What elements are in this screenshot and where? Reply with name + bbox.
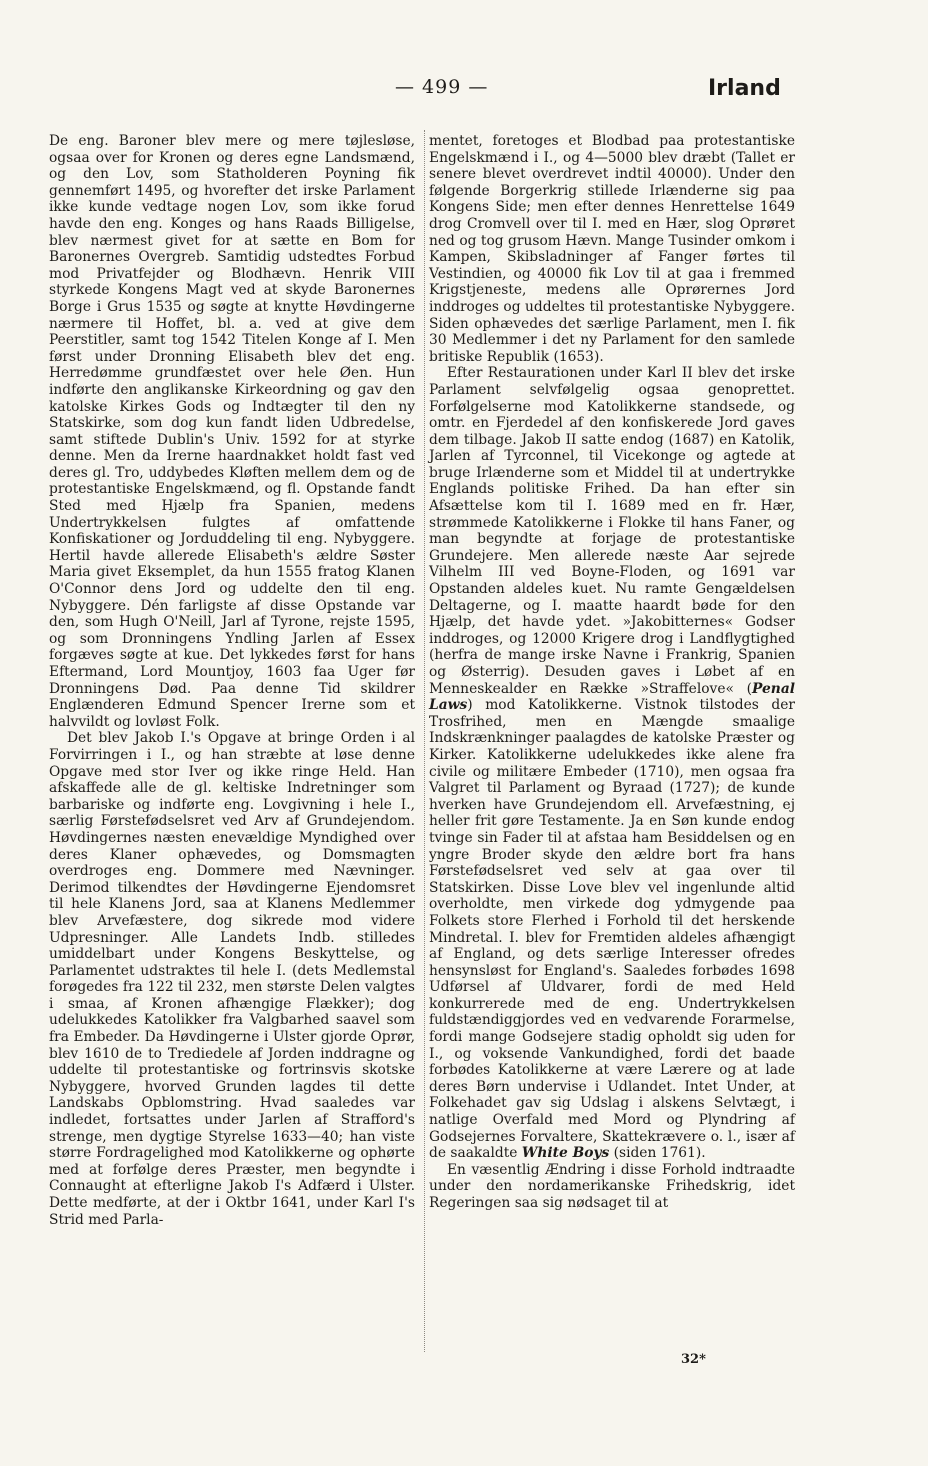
section-title: Irland: [708, 76, 781, 101]
printer-signature: 32*: [681, 1352, 706, 1367]
paragraph: En væsentlig Ændring i disse Forhold indtraadte under den nordamerikanske Frihedskrig, idet Regeringen saa sig nødsaget til at: [429, 1161, 795, 1211]
text-run: Efter Restaurationen under Karl II blev det irske Parlament selvfølgelig ogsaa genoprettet. Forfølgelserne mod Katolikkerne standsede, og omtr. en Fjerdedel af den konfiskerede Jord gaves dem tilbage. Jakob II satte endog (1687) en Katolik, Jarlen af Tyrconnel, til Vicekonge og agtede at bruge Irlænderne som et Middel til at undertrykke Englands politiske Frihed. Da han efter sin Afsættelse kom til I. 1689 med en fr. Hær, strømmede Katolikkerne i Flokke til hans Faner, og man begyndte at forjage de protestantiske Grundejere. Men allerede næste Aar sejrede Vilhelm III ved Boyne-Floden, og 1691 var Opstanden aldeles kuet. Nu ramte Gengældelsen Deltagerne, og I. maatte haardt bøde for den Hjælp, det havde ydet. »Jakobitternes« Godser inddroges, og 12000 Krigere drog i Landflygtighed (herfra de mange irske Navne i Frankrig, Spanien og Østerrig). Desuden gaves i Løbet af en Menneskealder en Række »Straffelove« (: [429, 365, 795, 697]
paragraph: De eng. Baroner blev mere og mere tøjlesløse, ogsaa over for Kronen og deres egne Landsmænd, og den Lov, som Statholderen Poyning fik gennemført 1495, og hvorefter det irske Parlament ikke kunde vedtage nogen Lov, som ikke forud havde den eng. Konges og hans Raads Billigelse, blev nærmest givet for at sætte en Bom for Baronernes Overgreb. Samtidig udstedtes Forbud mod Privatfejder og Blodhævn. Henrik VIII styrkede Kongens Magt ved at skyde Baronernes Borge i Grus 1535 og søgte at knytte Høvdingerne nærmere til Hoffet, bl. a. ved at give dem Peerstitler, samt tog 1542 Titelen Konge af I. Men først under Dronning Elisabeth blev det eng. Herredømme grundfæstet over hele Øen. Hun indførte den anglikanske Kirkeordning og gav den katolske Kirkes Gods og Indtægter til den ny Statskirke, som dog kun fandt liden Udbredelse, samt stiftede Dublin's Univ. 1592 for at styrke denne. Men da Irerne haardnakket holdt fast ved deres gl. Tro, uddybedes Kløften mellem dem og de protestantiske Engelskmænd, og fl. Opstande fandt Sted med Hjælp fra Spanien, medens Undertrykkelsen fulgtes af omfattende Konfiskationer og Jorduddeling til eng. Nybyggere. Hertil havde allerede Elisabeth's ældre Søster Maria givet Eksemplet, da hun 1555 fratog Klanen O'Connor dens Jord og uddelte den til eng. Nybyggere. Dén farligste af disse Opstande var den, som Hugh O'Neill, Jarl af Tyrone, rejste 1595, og som Dronningens Yndling Jarlen af Essex forgæves søgte at kue. Det lykkedes først for hans Eftermand, Lord Mountjoy, 1603 faa Uger før Dronningens Død. Paa denne Tid skildrer Englænderen Edmund Spencer Irerne som et halvvildt og lovløst Folk.: [49, 133, 415, 730]
right-column: [429, 133, 795, 1212]
text-run: ) mod Katolikkerne. Vistnok tilstodes der Trosfrihed, men en Mængde smaalige Indskrænkninger paalagdes de katolske Præster og Kirker. Katolikkerne udelukkedes ikke alene fra civile og militære Embeder (1710), men ogsaa fra Valgret til Parlament og Byraad (1727); de kunde hverken have Grundejendom ell. Arvefæstning, ej heller frit gøre Testamente. Ja en Søn kunde endog tvinge sin Fader til at afstaa ham Besiddelsen og en yngre Broder skyde den ældre bort fra hans Førstefødselsret ved selv at gaa over til Statskirken. Disse Love blev vel ingenlunde altid overholdte, men virkede dog ydmygende paa Folkets store Flerhed i Forhold til det herskende Mindretal. I. blev for Fremtiden aldeles afhængigt af England, og dets særlige Interesser ofredes hensynsløst for England's. Saaledes forbødes 1698 Udførsel af Uldvarer, fordi de med Held konkurrerede med de eng. Undertrykkelsen fuldstændiggjordes ved en vedvarende Forarmelse, fordi mange Godsejere stadig opholdt sig uden for I., og voksende Vankundighed, fordi det baade forbødes Katolikkerne at være Lærere og at lade deres Børn undervise i Udlandet. Intet Under, at Folkehadet gav sig Udslag i alskens Selvtægt, i natlige Overfald med Mord og Plyndring af Godsejernes Forvaltere, Skattekrævere o. l., især af de saakaldte: [429, 697, 795, 1162]
paragraph: [429, 365, 795, 1162]
left-column: [49, 133, 415, 1228]
column-divider: [424, 130, 426, 1352]
paragraph: mentet, foretoges et Blodbad paa protestantiske Engelskmænd i I., og 4—5000 blev dræbt (Tallet er senere blevet overdrevet indtil 40000). Under den følgende Borgerkrig stillede Irlænderne sig paa Kongens Side; men efter dennes Henrettelse 1649 drog Cromvell over til I. med en Hær, slog Oprøret ned og tog grusom Hævn. Mange Tusinder omkom i Kampen, Skibsladninger af Fanger førtes til Vestindien, og 40000 fik Lov til at gaa i fremmed Krigstjeneste, medens alle Oprørernes Jord inddroges og uddeltes til protestantiske Nybyggere. Siden ophævedes det særlige Parlament, men I. fik 30 Medlemmer i det ny Parlament for den samlede britiske Republik (1653).: [429, 133, 795, 365]
italic-term: White Boys: [521, 1145, 610, 1162]
page-header: [40, 74, 778, 104]
italic-term: Penal Laws: [429, 680, 795, 714]
page-number: — 499 —: [395, 76, 489, 98]
paragraph: Det blev Jakob I.'s Opgave at bringe Orden i al Forvirringen i I., og han stræbte at løse denne Opgave med stor Iver og ikke ringe Held. Han afskaffede alle de gl. keltiske Indretninger som barbariske og indførte eng. Lovgivning i hele I., særlig Førstefødselsret ved Arv af Grundejendom. Høvdingernes næsten enevældige Myndighed over deres Klaner ophævedes, og Domsmagten overdroges eng. Dommere med Nævninger. Derimod tilkendtes der Høvdingerne Ejendomsret til hele Klanens Jord, saa at Klanens Medlemmer blev Arvefæstere, dog sikrede mod videre Udpresninger. Alle Landets Indb. stilledes umiddelbart under Kongens Beskyttelse, og Parlamentet udstraktes til hele I. (dets Medlemstal forøgedes fra 122 til 232, men største Delen valgtes i smaa, af Kronen afhængige Flækker); dog udelukkedes Katolikker fra Valgbarhed saavel som fra Embeder. Da Høvdingerne i Ulster gjorde Oprør, blev 1610 de to Trediedele af Jorden inddragne og uddelte til protestantiske og fortrinsvis skotske Nybyggere, hvorved Grunden lagdes til dette Landskabs Opblomstring. Hvad saaledes var indledet, fortsattes under Jarlen af Strafford's strenge, men dygtige Styrelse 1633—40; han viste større Fordragelighed mod Katolikkerne og ophørte med at forfølge deres Præster, men begyndte i Connaught at efterligne Jakob I's Adfærd i Ulster. Dette medførte, at der i Oktbr 1641, under Karl I's Strid med Parla-: [49, 730, 415, 1228]
text-run: (siden 1761).: [609, 1145, 706, 1162]
